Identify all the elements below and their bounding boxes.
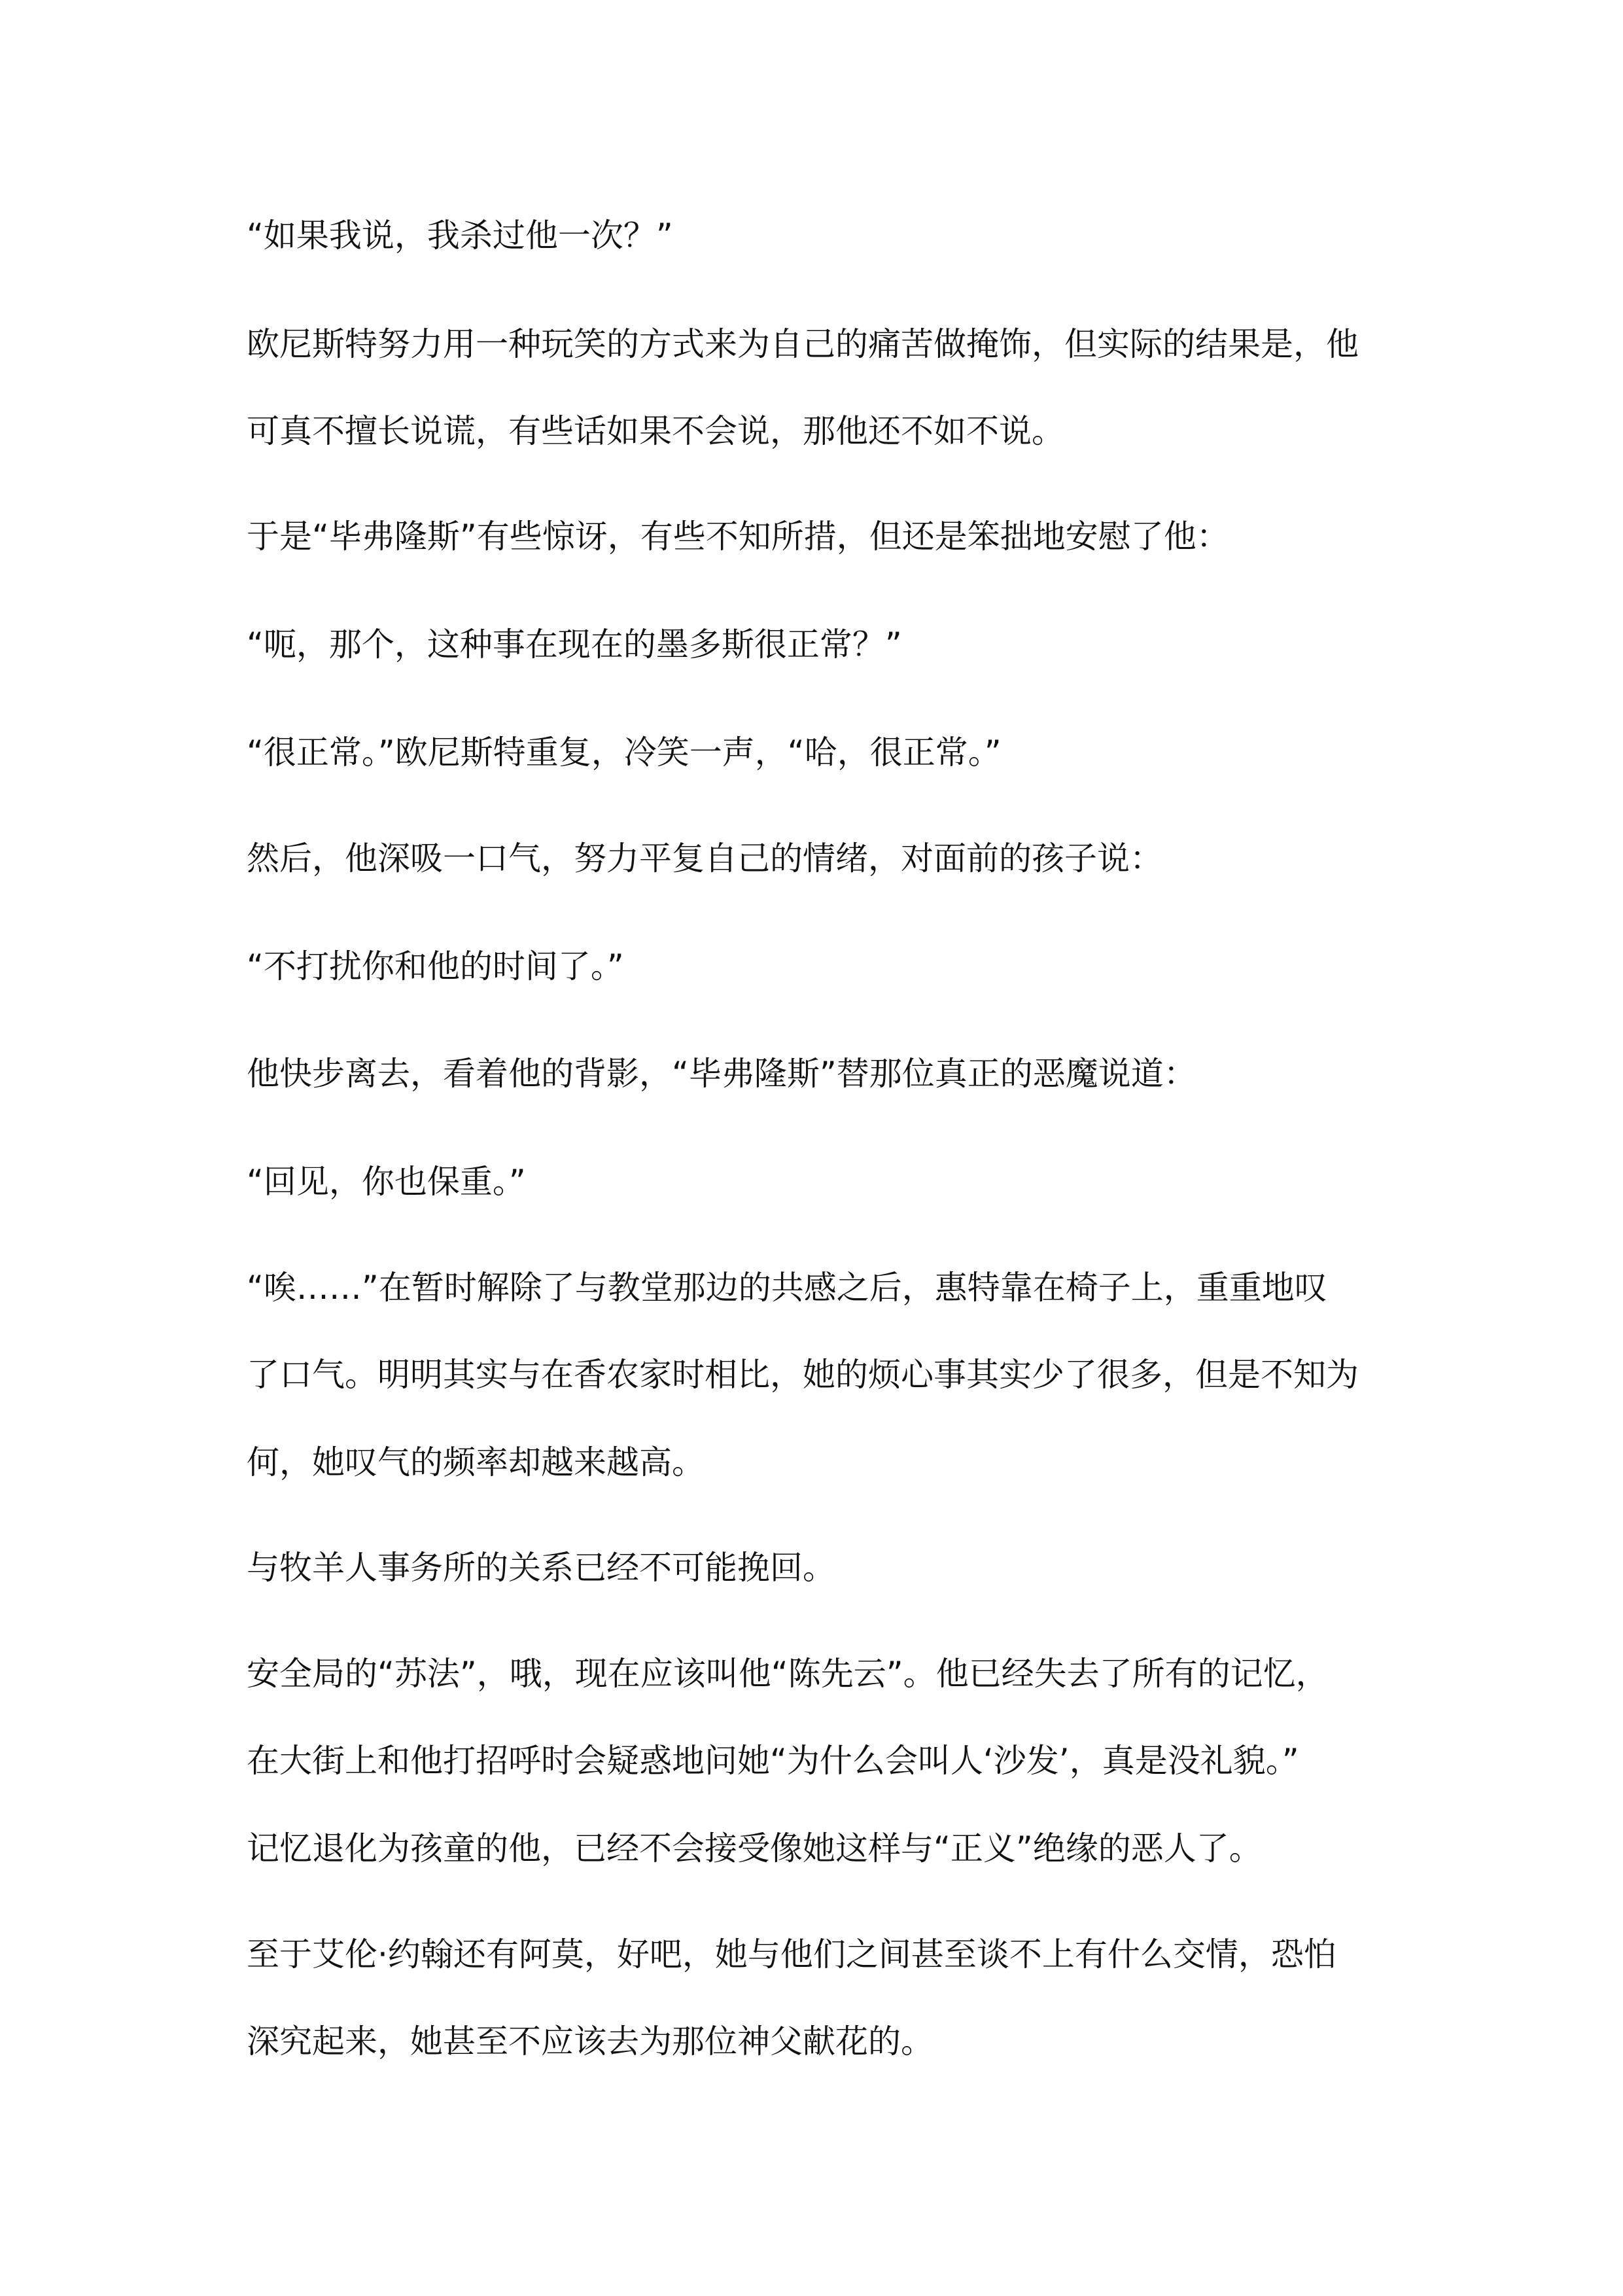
paragraph-line: 然后，他深吸一口气，努力平复自己的情绪，对面前的孩子说： [247,839,1162,877]
paragraph-line: 安全局的“苏法”，哦，现在应该叫他“陈先云”。他已经失去了所有的记忆， [247,1655,1329,1693]
paragraph-line: “唉……”在暂时解除了与教堂那边的共感之后，惠特靠在椅子上，重重地叹 [247,1269,1327,1307]
paragraph-line: 可真不擅长说谎，有些话如果不会说，那他还不如不说。 [247,412,1064,450]
paragraph-line: 与牧羊人事务所的关系已经不可能挽回。 [247,1549,835,1587]
paragraph-line: 他快步离去，看着他的背影，“毕弗隆斯”替那位真正的恶魔说道： [247,1055,1196,1093]
paragraph-line: “呃，那个，这种事在现在的墨多斯很正常？” [247,626,902,663]
paragraph-line: 深究起来，她甚至不应该去为那位神父献花的。 [247,2022,934,2060]
paragraph-line: 欧尼斯特努力用一种玩笑的方式来为自己的痛苦做掩饰，但实际的结果是，他 [247,325,1359,363]
paragraph-line: “很正常。”欧尼斯特重复，冷笑一声，“哈，很正常。” [247,733,1002,771]
paragraph-line: “如果我说，我杀过他一次？” [247,217,673,255]
paragraph-line: “回见，你也保重。” [247,1163,526,1201]
paragraph-line: “不打扰你和他的时间了。” [247,947,624,985]
paragraph-line: 记忆退化为孩童的他，已经不会接受像她这样与“正义”绝缘的恶人了。 [247,1829,1262,1867]
paragraph-line: 了口气。明明其实与在香农家时相比，她的烦心事其实少了很多，但是不知为 [247,1356,1359,1394]
paragraph-line: 至于艾伦·约翰还有阿莫，好吧，她与他们之间甚至谈不上有什么交情，恐怕 [247,1935,1336,1973]
paragraph-line: 在大街上和他打招呼时会疑惑地问她“为什么会叫人‘沙发’，真是没礼貌。” [247,1742,1299,1780]
paragraph-line: 何，她叹气的频率却越来越高。 [247,1443,705,1481]
paragraph-line: 于是“毕弗隆斯”有些惊讶，有些不知所措，但还是笨拙地安慰了他： [247,518,1229,556]
